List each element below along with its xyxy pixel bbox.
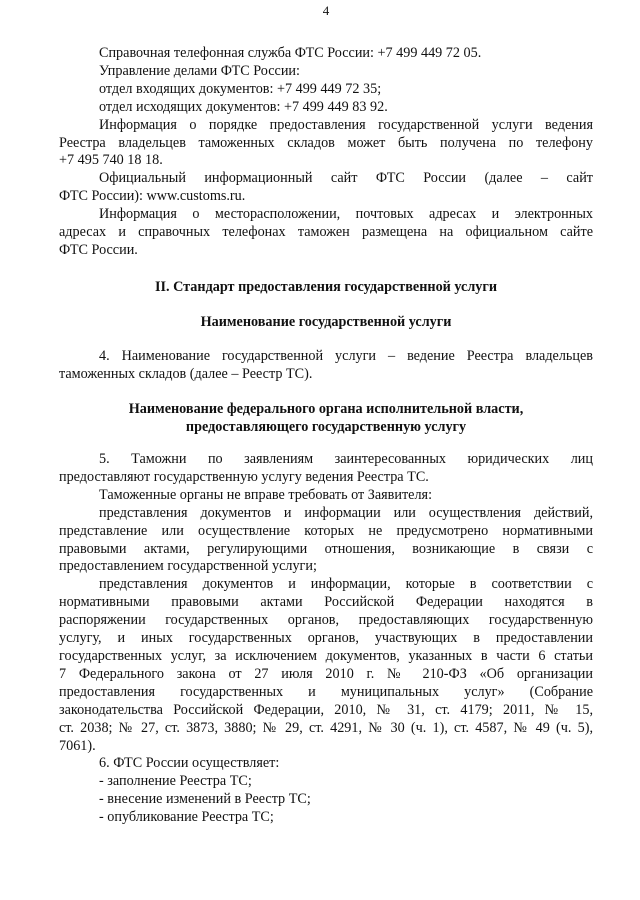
item5-line-6: правовыми актами, регулирующими отношения, возникающие в связи с <box>59 540 593 557</box>
item5-line-2: предоставляют государственную услугу ведения Реестра ТС. <box>59 468 429 485</box>
item5-line-15: законодательства Российской Федерации, 2010, № 31, ст. 4179; 2011, № 15, <box>59 701 593 718</box>
page-number: 4 <box>322 3 330 18</box>
location-line-2: адресах и справочных телефонах таможен размещена на официальном сайте <box>59 224 593 241</box>
item6-list-a: - заполнение Реестра ТС; <box>99 772 252 789</box>
subheading-service-name: Наименование государственной услуги <box>200 314 452 330</box>
location-line-1: Информация о месторасположении, почтовых адресах и электронных <box>99 206 593 223</box>
incoming-docs-line: отдел входящих документов: +7 499 449 72 35; <box>99 80 382 97</box>
site-line-1: Официальный информационный сайт ФТС России (далее – сайт <box>99 170 593 187</box>
info-order-line-1: Информация о порядке предоставления государственной услуги ведения <box>99 116 593 133</box>
item6-list-b: - внесение изменений в Реестр ТС; <box>99 790 311 807</box>
authority-line-2: предоставляющего государственную услугу <box>185 418 467 435</box>
location-line-3: ФТС России. <box>59 241 138 258</box>
subheading-authority <box>59 401 593 437</box>
item5-line-16: ст. 2038; № 27, ст. 3873, 3880; № 29, ст. 4291, № 30 (ч. 1), ст. 4587, № 49 (ч. 5), <box>59 719 593 736</box>
section-heading: II. Стандарт предоставления государственной услуги <box>154 279 498 295</box>
item5-line-7: предоставлением государственной услуги; <box>59 558 317 575</box>
info-order-line-3: +7 495 740 18 18. <box>59 152 163 169</box>
item4-line-1: 4. Наименование государственной услуги – ведение Реестра владельцев <box>99 348 593 364</box>
item5-line-4: представления документов и информации или осуществления действий, <box>99 504 593 521</box>
item6-list-c: - опубликование Реестра ТС; <box>99 808 274 825</box>
site-line-2: ФТС России): www.customs.ru. <box>59 188 246 205</box>
authority-line-1: Наименование федерального органа исполнительной власти, <box>128 401 524 417</box>
item5-line-9: нормативными правовыми актами Российской Федерации находятся в <box>59 594 593 611</box>
document-page <box>59 0 593 900</box>
info-order-line-2: Реестра владельцев таможенных складов может быть получена по телефону <box>59 134 593 151</box>
item5-line-13: 7 Федерального закона от 27 июля 2010 г. № 210-ФЗ «Об организации <box>59 665 593 682</box>
item5-line-10: распоряжении государственных органов, предоставляющих государственную <box>59 612 593 629</box>
item5-line-17: 7061). <box>59 737 96 754</box>
item-4 <box>59 348 593 384</box>
item4-line-2: таможенных складов (далее – Реестр ТС). <box>59 365 313 382</box>
contacts-block <box>59 45 593 260</box>
item5-line-11: услугу, и иных государственных органов, участвующих в предоставлении <box>59 630 593 647</box>
hotline-line: Справочная телефонная служба ФТС России: +7 499 449 72 05. <box>99 45 482 61</box>
item5-line-3: Таможенные органы не вправе требовать от Заявителя: <box>99 486 433 503</box>
item-5 <box>59 451 593 755</box>
item6-intro: 6. ФТС России осуществляет: <box>99 755 280 771</box>
item5-line-5: представление или осуществление которых не предусмотрено нормативными <box>59 522 593 539</box>
item5-line-8: представления документов и информации, которые в соответствии с <box>99 576 593 593</box>
item5-line-1: 5. Таможни по заявлениям заинтересованных юридических лиц <box>99 451 593 467</box>
admin-dept-line: Управление делами ФТС России: <box>99 62 300 79</box>
outgoing-docs-line: отдел исходящих документов: +7 499 449 83 92. <box>99 98 388 115</box>
item-6 <box>59 755 593 827</box>
item5-line-12: государственных услуг, за исключением документов, указанных в части 6 статьи <box>59 647 593 664</box>
item5-line-14: предоставления государственных и муниципальных услуг» (Собрание <box>59 683 593 700</box>
